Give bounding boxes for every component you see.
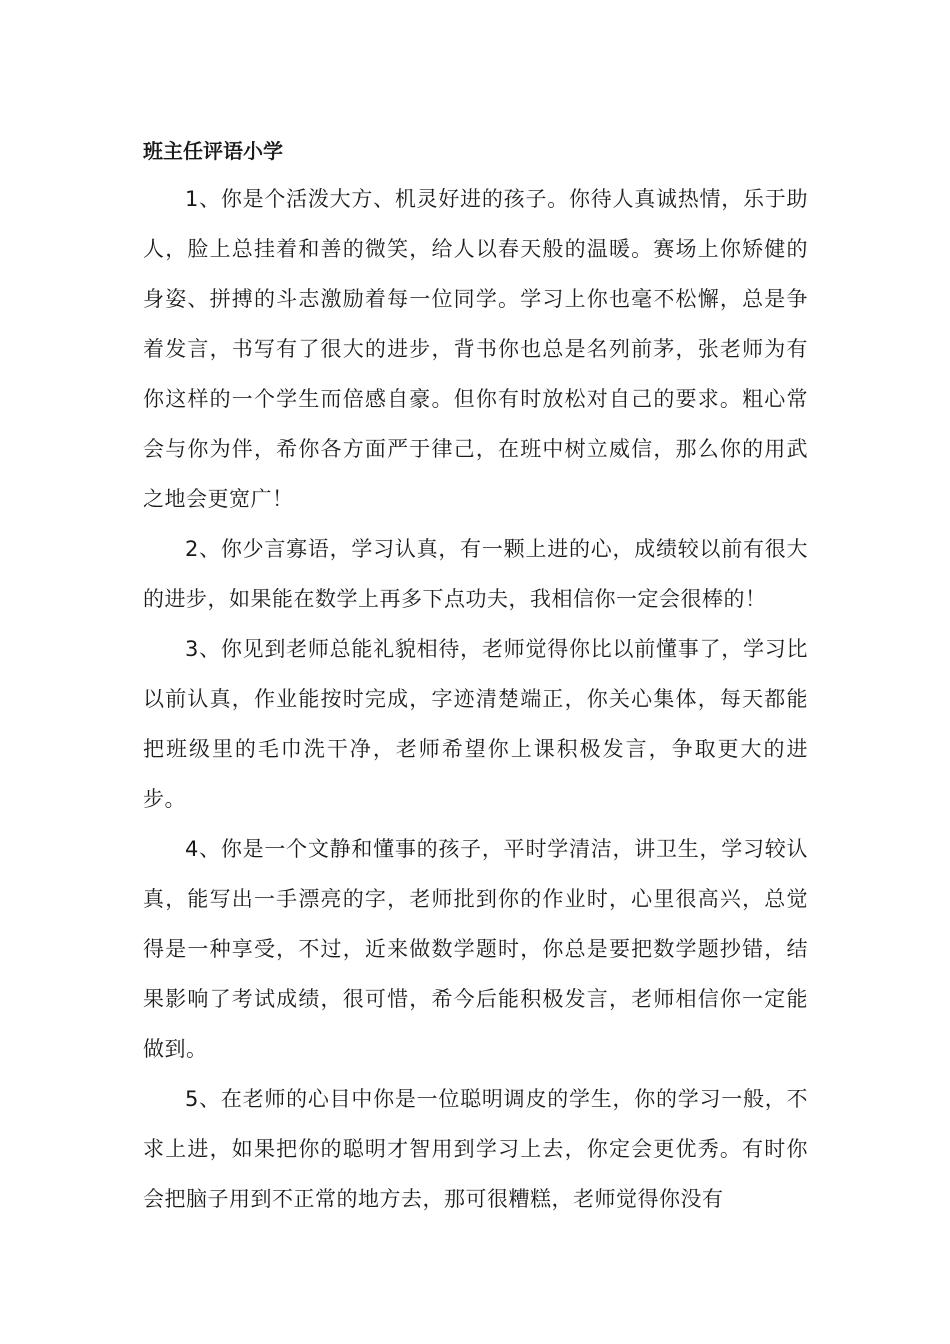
comment-paragraph-3: 3、你见到老师总能礼貌相待，老师觉得你比以前懂事了，学习比以前认真，作业能按时完成，字迹清楚端正，你关心集体，每天都能把班级里的毛巾洗干净，老师希望你上课积极发言，争取更大的进步。	[143, 637, 808, 811]
document-title: 班主任评语小学	[143, 139, 283, 163]
comment-paragraph-4: 4、你是一个文静和懂事的孩子，平时学清洁，讲卫生，学习较认真，能写出一手漂亮的字，老师批到你的作业时，心里很高兴，总觉得是一种享受，不过，近来做数学题时，你总是要把数学题抄错，结果影响了考试成绩，很可惜，希今后能积极发言，老师相信你一定能做到。	[143, 837, 808, 1061]
comment-paragraph-2: 2、你少言寡语，学习认真，有一颗上进的心，成绩较以前有很大的进步，如果能在数学上再多下点功夫，我相信你一定会很棒的！	[143, 537, 808, 611]
document-page	[143, 128, 808, 1224]
comment-paragraph-1: 1、你是个活泼大方、机灵好进的孩子。你待人真诚热情，乐于助人，脸上总挂着和善的微笑，给人以春天般的温暖。赛场上你矫健的身姿、拼搏的斗志激励着每一位同学。学习上你也毫不松懈，总是争着发言，书写有了很大的进步，背书你也总是名列前茅，张老师为有你这样的一个学生而倍感自豪。但你有时放松对自己的要求。粗心常会与你为伴，希你各方面严于律己，在班中树立威信，那么你的用武之地会更宽广！	[143, 187, 808, 511]
comment-paragraph-5: 5、在老师的心目中你是一位聪明调皮的学生，你的学习一般，不求上进，如果把你的聪明才智用到学习上去，你定会更优秀。有时你会把脑子用到不正常的地方去，那可很糟糕，老师觉得你没有	[143, 1087, 808, 1211]
